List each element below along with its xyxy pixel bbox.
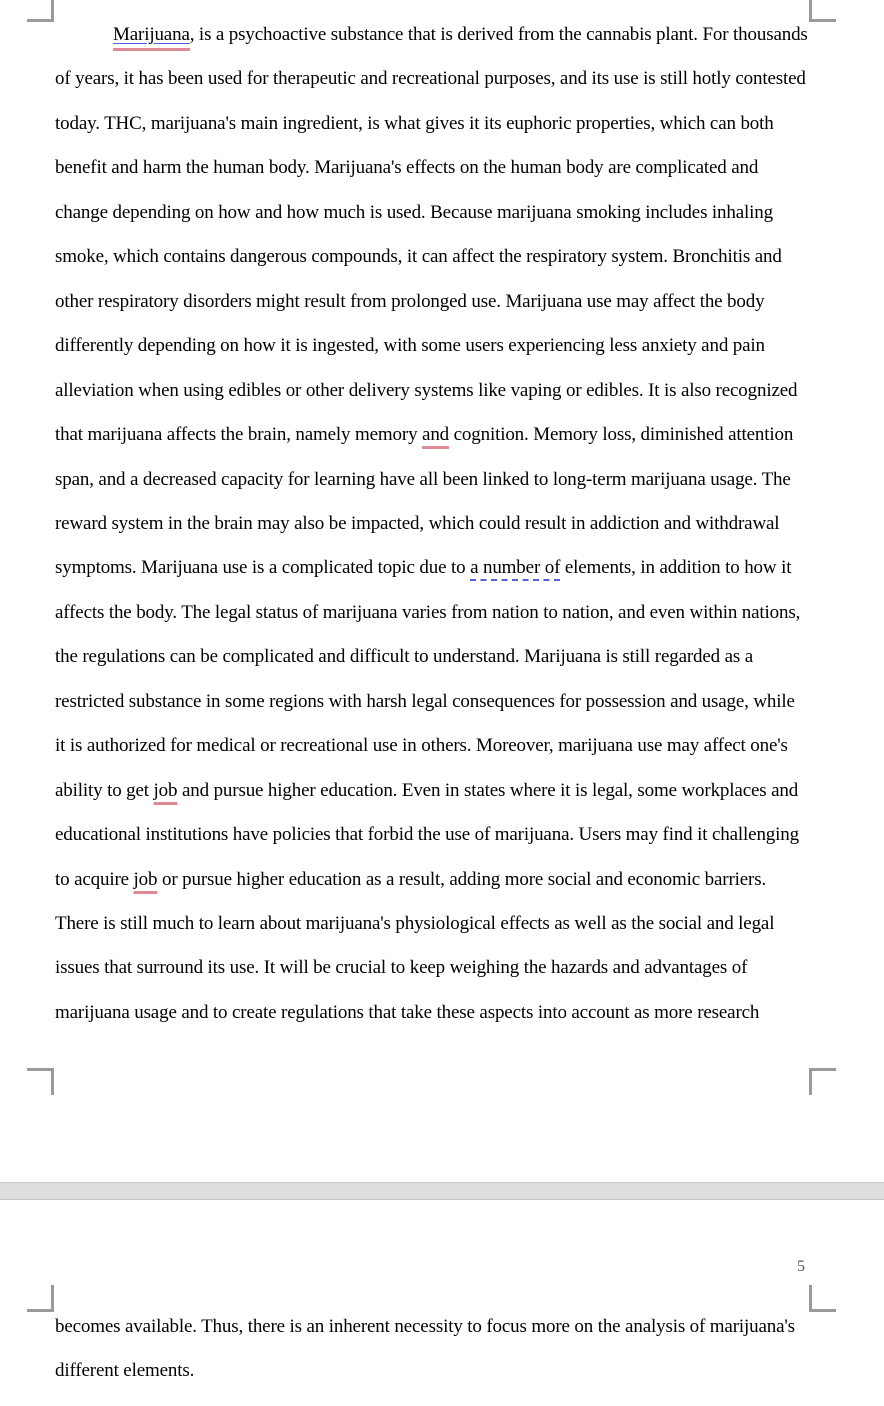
margin-corner-top-right [809,1285,836,1312]
text-run: different elements. [55,1360,195,1381]
text-run: span, and a decreased capacity for learning have all been linked to long-term marijuana usage. The [55,468,791,490]
document-page-5 [0,1200,884,1406]
spelling-flag[interactable]: job [153,779,178,801]
text-line [55,691,795,713]
text-run: cognition. Memory loss, diminished attention [449,424,794,446]
text-run: of years, it has been used for therapeutic and recreational purposes, and its use is still hotly contested [55,68,806,90]
text-run: There is still much to learn about marijuana's physiological effects as well as the social and legal [55,913,775,934]
text-line [55,780,798,802]
text-run: affects the body. The legal status of marijuana varies from nation to nation, and even within nations, [55,601,801,623]
text-line [55,913,774,935]
spelling-flag[interactable]: job [133,868,158,890]
grammar-suggestion[interactable]: a number of [470,557,561,579]
text-run: or pursue higher education as a result, adding more social and economic barriers. [157,868,767,890]
text-run: reward system in the brain may also be impacted, which could result in addiction and withdrawal [55,512,780,534]
text-line [55,469,791,491]
text-line [55,602,800,624]
text-line [55,1360,194,1382]
text-run: differently depending on how it is ingested, with some users experiencing less anxiety and pain [55,335,765,357]
text-line [55,380,797,402]
text-run: the regulations can be complicated and difficult to understand. Marijuana is still regarded as a [55,646,754,668]
page-break-gap [0,1182,884,1200]
text-run: that marijuana affects the brain, namely memory [55,424,423,446]
text-run: restricted substance in some regions with harsh legal consequences for possession and usage, while [55,690,795,712]
spelling-flag[interactable]: Marijuana [113,24,190,45]
text-line [55,735,788,757]
text-line [55,424,793,446]
text-line [55,646,753,668]
text-line [55,246,782,268]
margin-corner-bottom-left [27,1068,54,1095]
text-run: change depending on how and how much is used. Because marijuana smoking includes inhaling [55,201,773,223]
text-run: other respiratory disorders might result from prolonged use. Marijuana use may affect the body [55,290,765,312]
margin-corner-top-left [27,1285,54,1312]
text-line [55,335,765,357]
page-number: 5 [797,1258,805,1275]
text-line [55,157,758,179]
margin-corner-top-left [27,0,54,22]
text-run: issues that surround its use. It will be crucial to keep weighing the hazards and advantages of [55,957,748,979]
text-run: ability to get [55,779,154,801]
text-run: elements, in addition to how it [560,557,792,579]
text-line [113,24,808,46]
text-run: educational institutions have policies that forbid the use of marijuana. Users may find it challenging [55,824,799,846]
text-line [55,68,806,90]
margin-corner-bottom-right [809,1068,836,1095]
text-run: smoke, which contains dangerous compounds, it can affect the respiratory system. Bronchitis and [55,246,782,268]
text-line [55,557,791,579]
text-run: becomes available. Thus, there is an inherent necessity to focus more on the analysis of marijuana's [55,1316,795,1337]
text-line [55,291,764,313]
text-run: symptoms. Marijuana use is a complicated topic due to [55,557,471,579]
text-line [55,869,766,891]
margin-corner-top-right [809,0,836,22]
text-line [55,202,773,224]
spelling-flag[interactable]: and [422,424,450,446]
text-run: , is a psychoactive substance that is derived from the cannabis plant. For thousands [189,24,808,45]
text-run: alleviation when using edibles or other delivery systems like vaping or edibles. It is also recognized [55,379,798,401]
text-line [55,513,779,535]
text-line [55,113,774,135]
text-line [55,957,747,979]
text-run: it is authorized for medical or recreational use in others. Moreover, marijuana use may affect one's [55,735,788,757]
text-run: to acquire [55,868,134,890]
text-line [55,1316,795,1338]
text-line [55,1002,759,1024]
text-run: and pursue higher education. Even in states where it is legal, some workplaces and [177,779,799,801]
text-run: benefit and harm the human body. Marijuana's effects on the human body are complicated and [55,157,759,179]
text-run: today. THC, marijuana's main ingredient, is what gives it its euphoric properties, which can both [55,112,774,134]
text-run: marijuana usage and to create regulations that take these aspects into account as more research [55,1001,760,1023]
text-line [55,824,799,846]
